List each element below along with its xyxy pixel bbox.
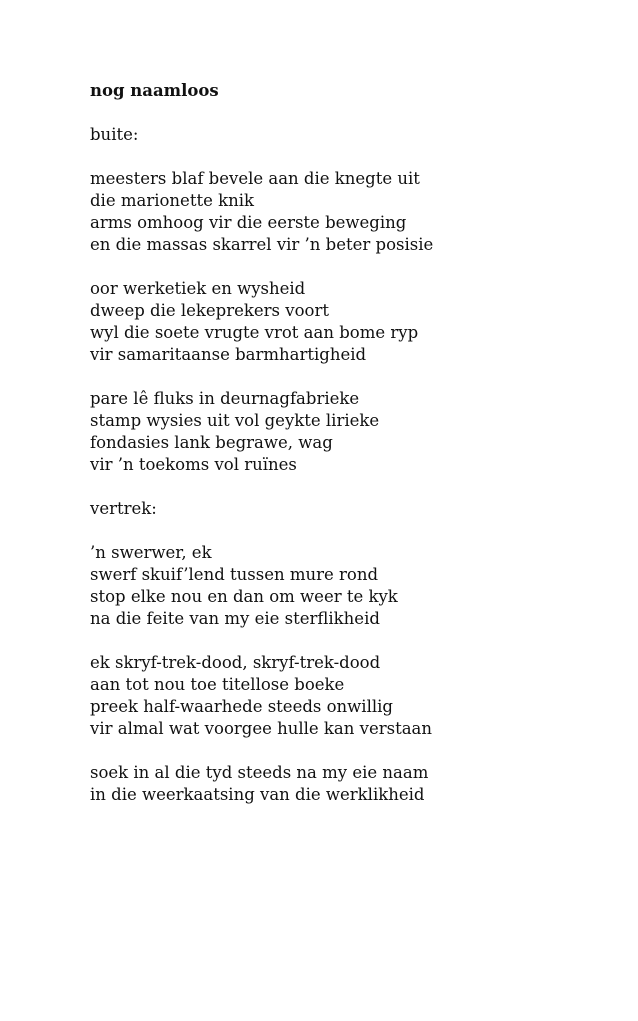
stanza [90,388,610,476]
poem-title: nog naamloos [90,81,219,100]
section-label: vertrek: [90,499,157,518]
poem-line: vir ’n toekoms vol ruïnes [90,455,297,474]
poem-line: in die weerkaatsing van die werklikheid [90,785,425,804]
poem-line: wyl die soete vrugte vrot aan bome ryp [90,323,419,342]
section-label: buite: [90,125,139,144]
stanza [90,168,610,256]
poem-line: pare lê fluks in deurnagfabrieke [90,389,360,408]
poem-line: stamp wysies uit vol geykte lirieke [90,411,380,430]
poem-line: ek skryf-trek-dood, skryf-trek-dood [90,653,381,672]
poem-line: stop elke nou en dan om weer te kyk [90,587,398,606]
poem-line: aan tot nou toe titellose boeke [90,675,345,694]
stanza [90,762,610,806]
section-buite [90,124,610,476]
poem-line: na die feite van my eie sterflikheid [90,609,380,628]
poem-line: dweep die lekeprekers voort [90,301,329,320]
poem-line: vir samaritaanse barmhartigheid [90,345,367,364]
poem-line: meesters blaf bevele aan die knegte uit [90,169,420,188]
poem-line: die marionette knik [90,191,254,210]
poem-line: arms omhoog vir die eerste beweging [90,213,407,232]
section-vertrek [90,498,610,806]
poem-line: vir almal wat voorgee hulle kan verstaan [90,719,432,738]
poem-line: preek half-waarhede steeds onwillig [90,697,393,716]
poem-line: en die massas skarrel vir ’n beter posisie [90,235,434,254]
poem [90,80,610,828]
stanza [90,278,610,366]
stanza [90,652,610,740]
poem-line: soek in al die tyd steeds na my eie naam [90,763,429,782]
poem-line: oor werketiek en wysheid [90,279,306,298]
poem-line: swerf skuif’lend tussen mure rond [90,565,379,584]
poem-line: ’n swerwer, ek [90,543,212,562]
stanza [90,542,610,630]
poem-line: fondasies lank begrawe, wag [90,433,333,452]
